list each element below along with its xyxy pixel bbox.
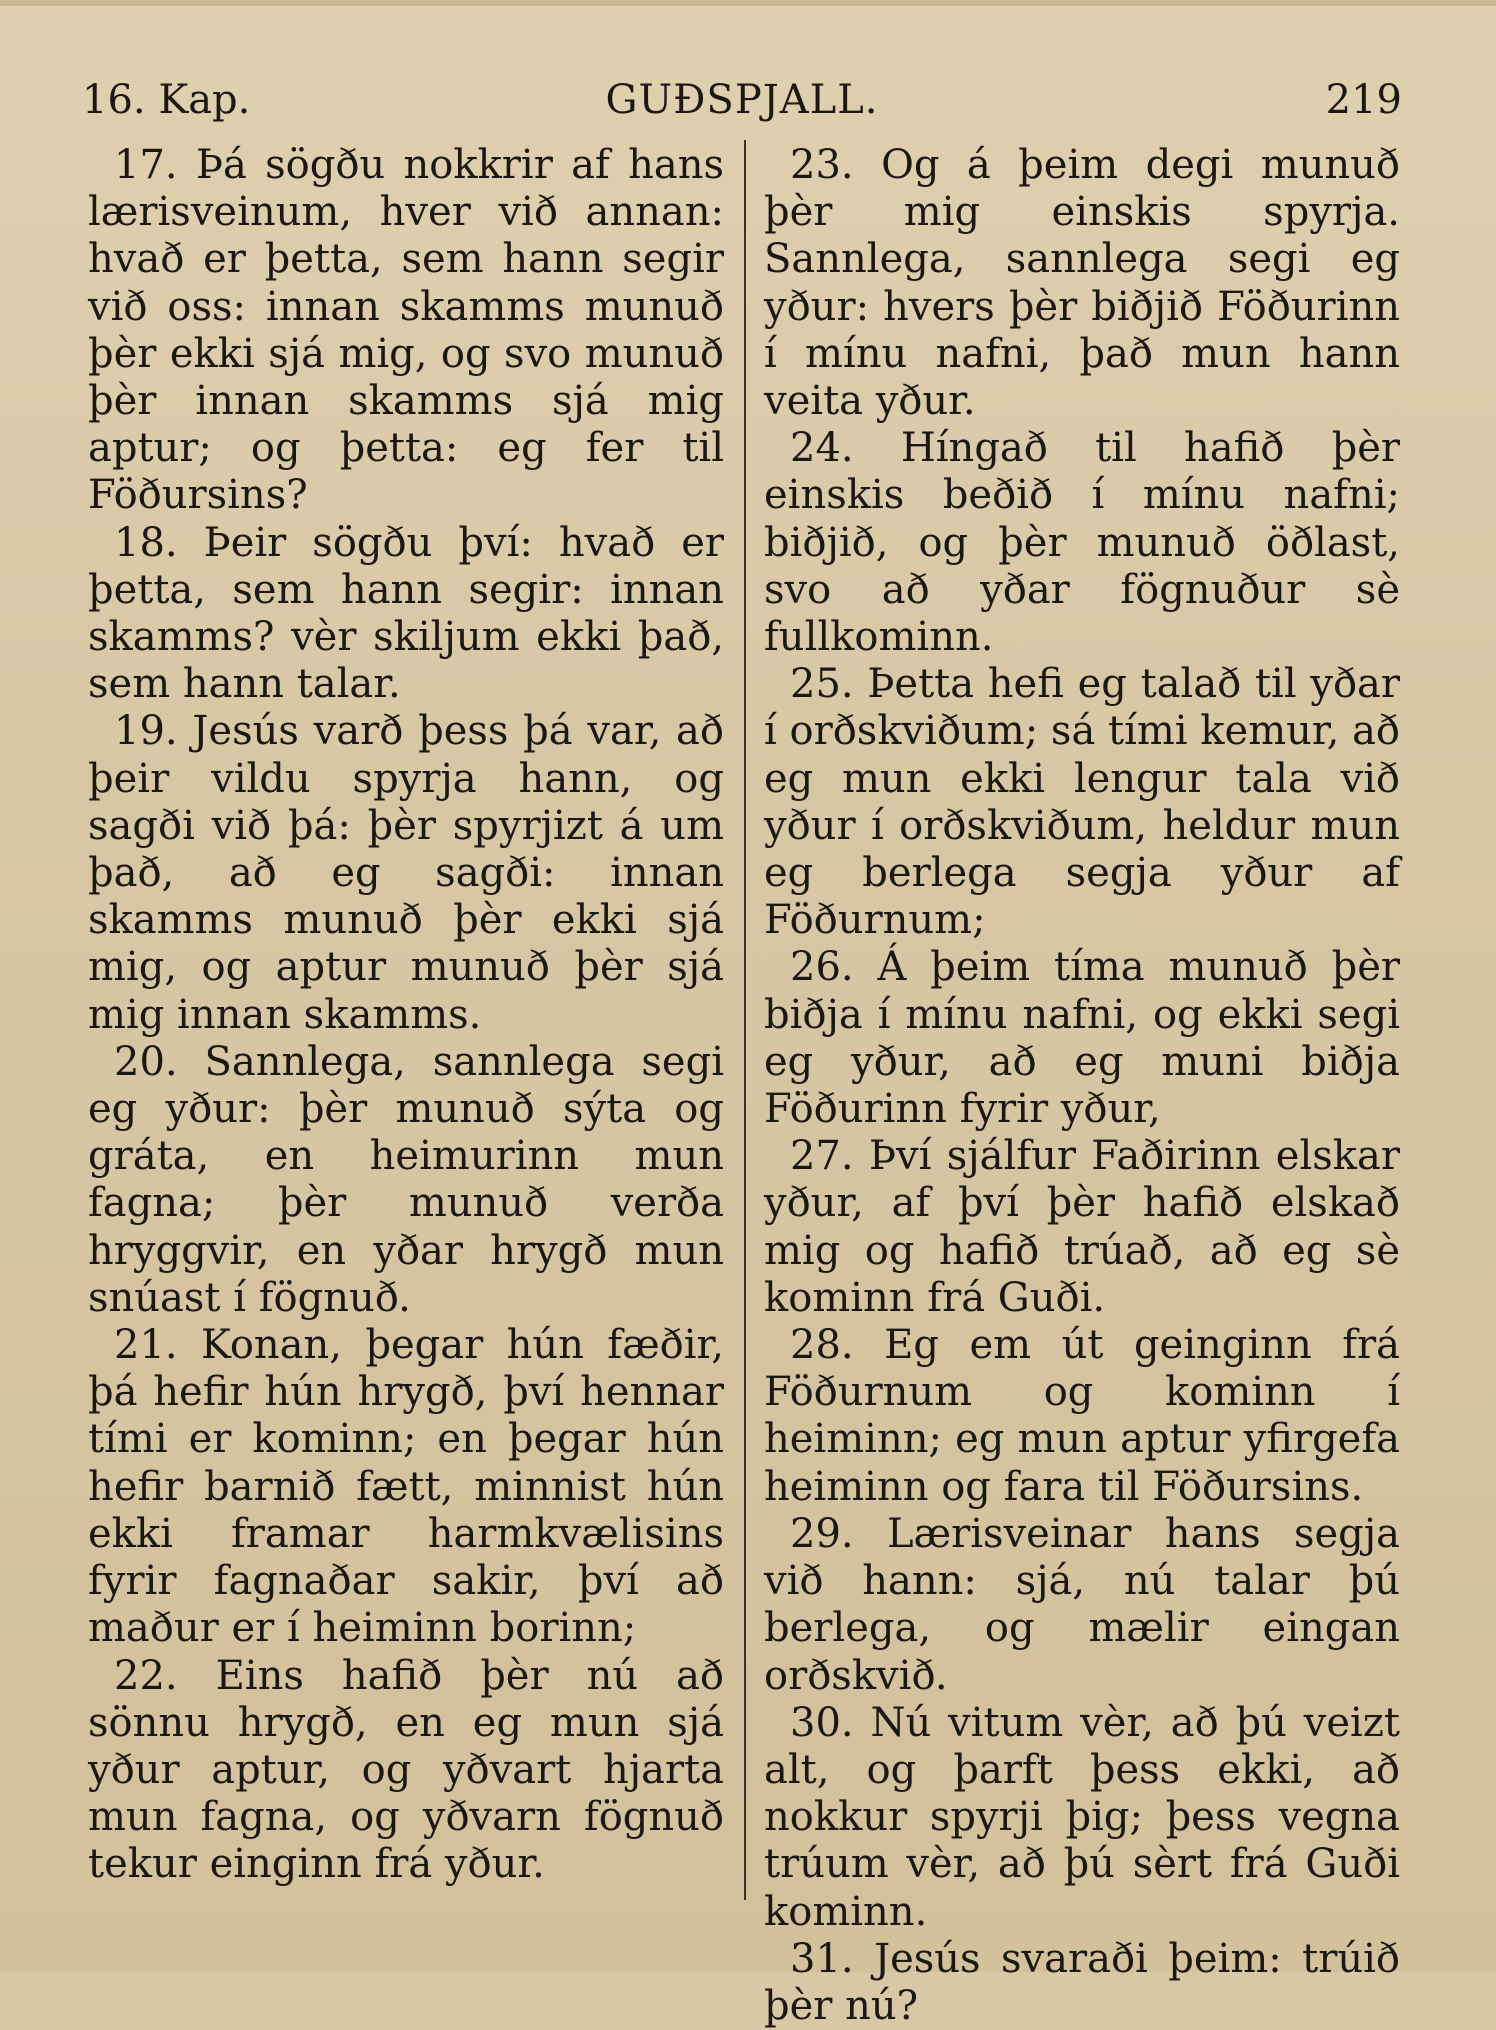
verse-number: 23. (790, 142, 854, 188)
page-number: 219 (1325, 77, 1402, 123)
verse-number: 17. (114, 142, 178, 188)
verse-text: Og á þeim degi munuð þèr mig einskis spyrja. Sannlega, sannlega segi eg yður: hvers þèr biðjið Föðurinn í mínu nafni, það mun hann veita yður. (764, 142, 1401, 425)
verse (88, 1039, 724, 1322)
verse-number: 27. (790, 1133, 854, 1180)
page-edge (0, 0, 1496, 6)
verse-text: Sannlega, sannlega segi eg yður: þèr munuð sýta og gráta, en heimurinn mun fagna; þèr munuð verða hryggvir, en yðar hrygð mun snúast í fögnuð. (88, 1038, 725, 1321)
verse-text: Konan, þegar hún fæðir, þá hefir hún hrygð, því hennar tími er kominn; en þegar hún hefir barnið fætt, minnist hún ekki framar harmkvælisins fyrir fagnaðar sakir, því að maður er í heiminn borinn; (88, 1322, 724, 1652)
verse (764, 1133, 1400, 1322)
verse (764, 661, 1400, 944)
verse-number: 30. (790, 1699, 854, 1746)
verse (764, 1700, 1400, 1936)
verse (88, 520, 724, 709)
verse-text: Eins hafið þèr nú að sönnu hrygð, en eg mun sjá yður aptur, og yðvart hjarta mun fagna, og yðvarn fögnuð tekur einginn frá yður. (88, 1652, 724, 1888)
verse-number: 22. (114, 1652, 178, 1699)
column-divider (744, 140, 746, 1900)
verse-number: 20. (114, 1038, 178, 1085)
verse (764, 142, 1400, 425)
chapter-heading: 16. Kap. (82, 77, 251, 123)
verse-number: 26. (790, 944, 854, 991)
verse-number: 29. (790, 1510, 854, 1557)
verse-text: Því sjálfur Faðirinn elskar yður, af því þèr hafið elskað mig og hafið trúað, að eg sè kominn frá Guði. (764, 1133, 1400, 1321)
verse-text: Híngað til hafið þèr einskis beðið í mínu nafni; biðjið, og þèr munuð öðlast, svo að yðar fögnuður sè fullkominn. (764, 425, 1401, 661)
left-column (88, 142, 724, 1889)
verse-number: 28. (790, 1322, 854, 1369)
verse-text: Lærisveinar hans segja við hann: sjá, nú talar þú berlega, og mælir eingan orðskvið. (764, 1510, 1400, 1699)
verse-text: Þeir sögðu því: hvað er þetta, sem hann segir: innan skamms? vèr skiljum ekki það, sem hann talar. (88, 519, 724, 708)
verse-number: 25. (790, 661, 854, 708)
verse (88, 1653, 724, 1889)
right-column (764, 142, 1400, 2030)
verse-text: Nú vitum vèr, að þú veizt alt, og þarft þess ekki, að nokkur spyrji þig; þess vegna trúum vèr, að þú sèrt frá Guði kominn. (764, 1699, 1400, 1935)
verse-number: 19. (114, 708, 178, 755)
verse-number: 21. (114, 1322, 178, 1369)
verse-text: Eg em út geinginn frá Föðurnum og kominn í heiminn; eg mun aptur yfirgefa heiminn og fara til Föðursins. (764, 1322, 1400, 1510)
running-header (82, 72, 1402, 128)
verse (764, 1322, 1400, 1511)
verse (764, 1936, 1400, 2030)
book-title: GUÐSPJALL. (605, 77, 879, 123)
verse (764, 1511, 1400, 1700)
verse-number: 31. (790, 1935, 854, 1982)
verse (88, 142, 724, 520)
verse-text: Jesús varð þess þá var, að þeir vildu spyrja hann, og sagði við þá: þèr spyrjizt á um það, að eg sagði: innan skamms munuð þèr ekki sjá mig, og aptur munuð þèr sjá mig innan skamms. (88, 708, 724, 1038)
verse-number: 18. (114, 519, 178, 566)
verse-text: Jesús svaraði þeim: trúið þèr nú? (764, 1935, 1400, 2029)
verse (88, 708, 724, 1038)
verse-text: Á þeim tíma munuð þèr biðja í mínu nafni, og ekki segi eg yður, að eg muni biðja Föðurinn fyrir yður, (764, 944, 1400, 1133)
verse-text: Þetta hefi eg talað til yðar í orðskviðum; sá tími kemur, að eg mun ekki lengur tala við yður í orðskviðum, heldur mun eg berlega segja yður af Föðurnum; (764, 661, 1401, 944)
verse (88, 1322, 724, 1652)
verse-text: Þá sögðu nokkrir af hans lærisveinum, hver við annan: hvað er þetta, sem hann segir við oss: innan skamms munuð þèr ekki sjá mig, og svo munuð þèr innan skamms sjá mig aptur; og þetta: eg fer til Föðursins? (88, 142, 725, 519)
verse (764, 425, 1400, 661)
verse (764, 944, 1400, 1133)
verse-number: 24. (790, 425, 854, 472)
